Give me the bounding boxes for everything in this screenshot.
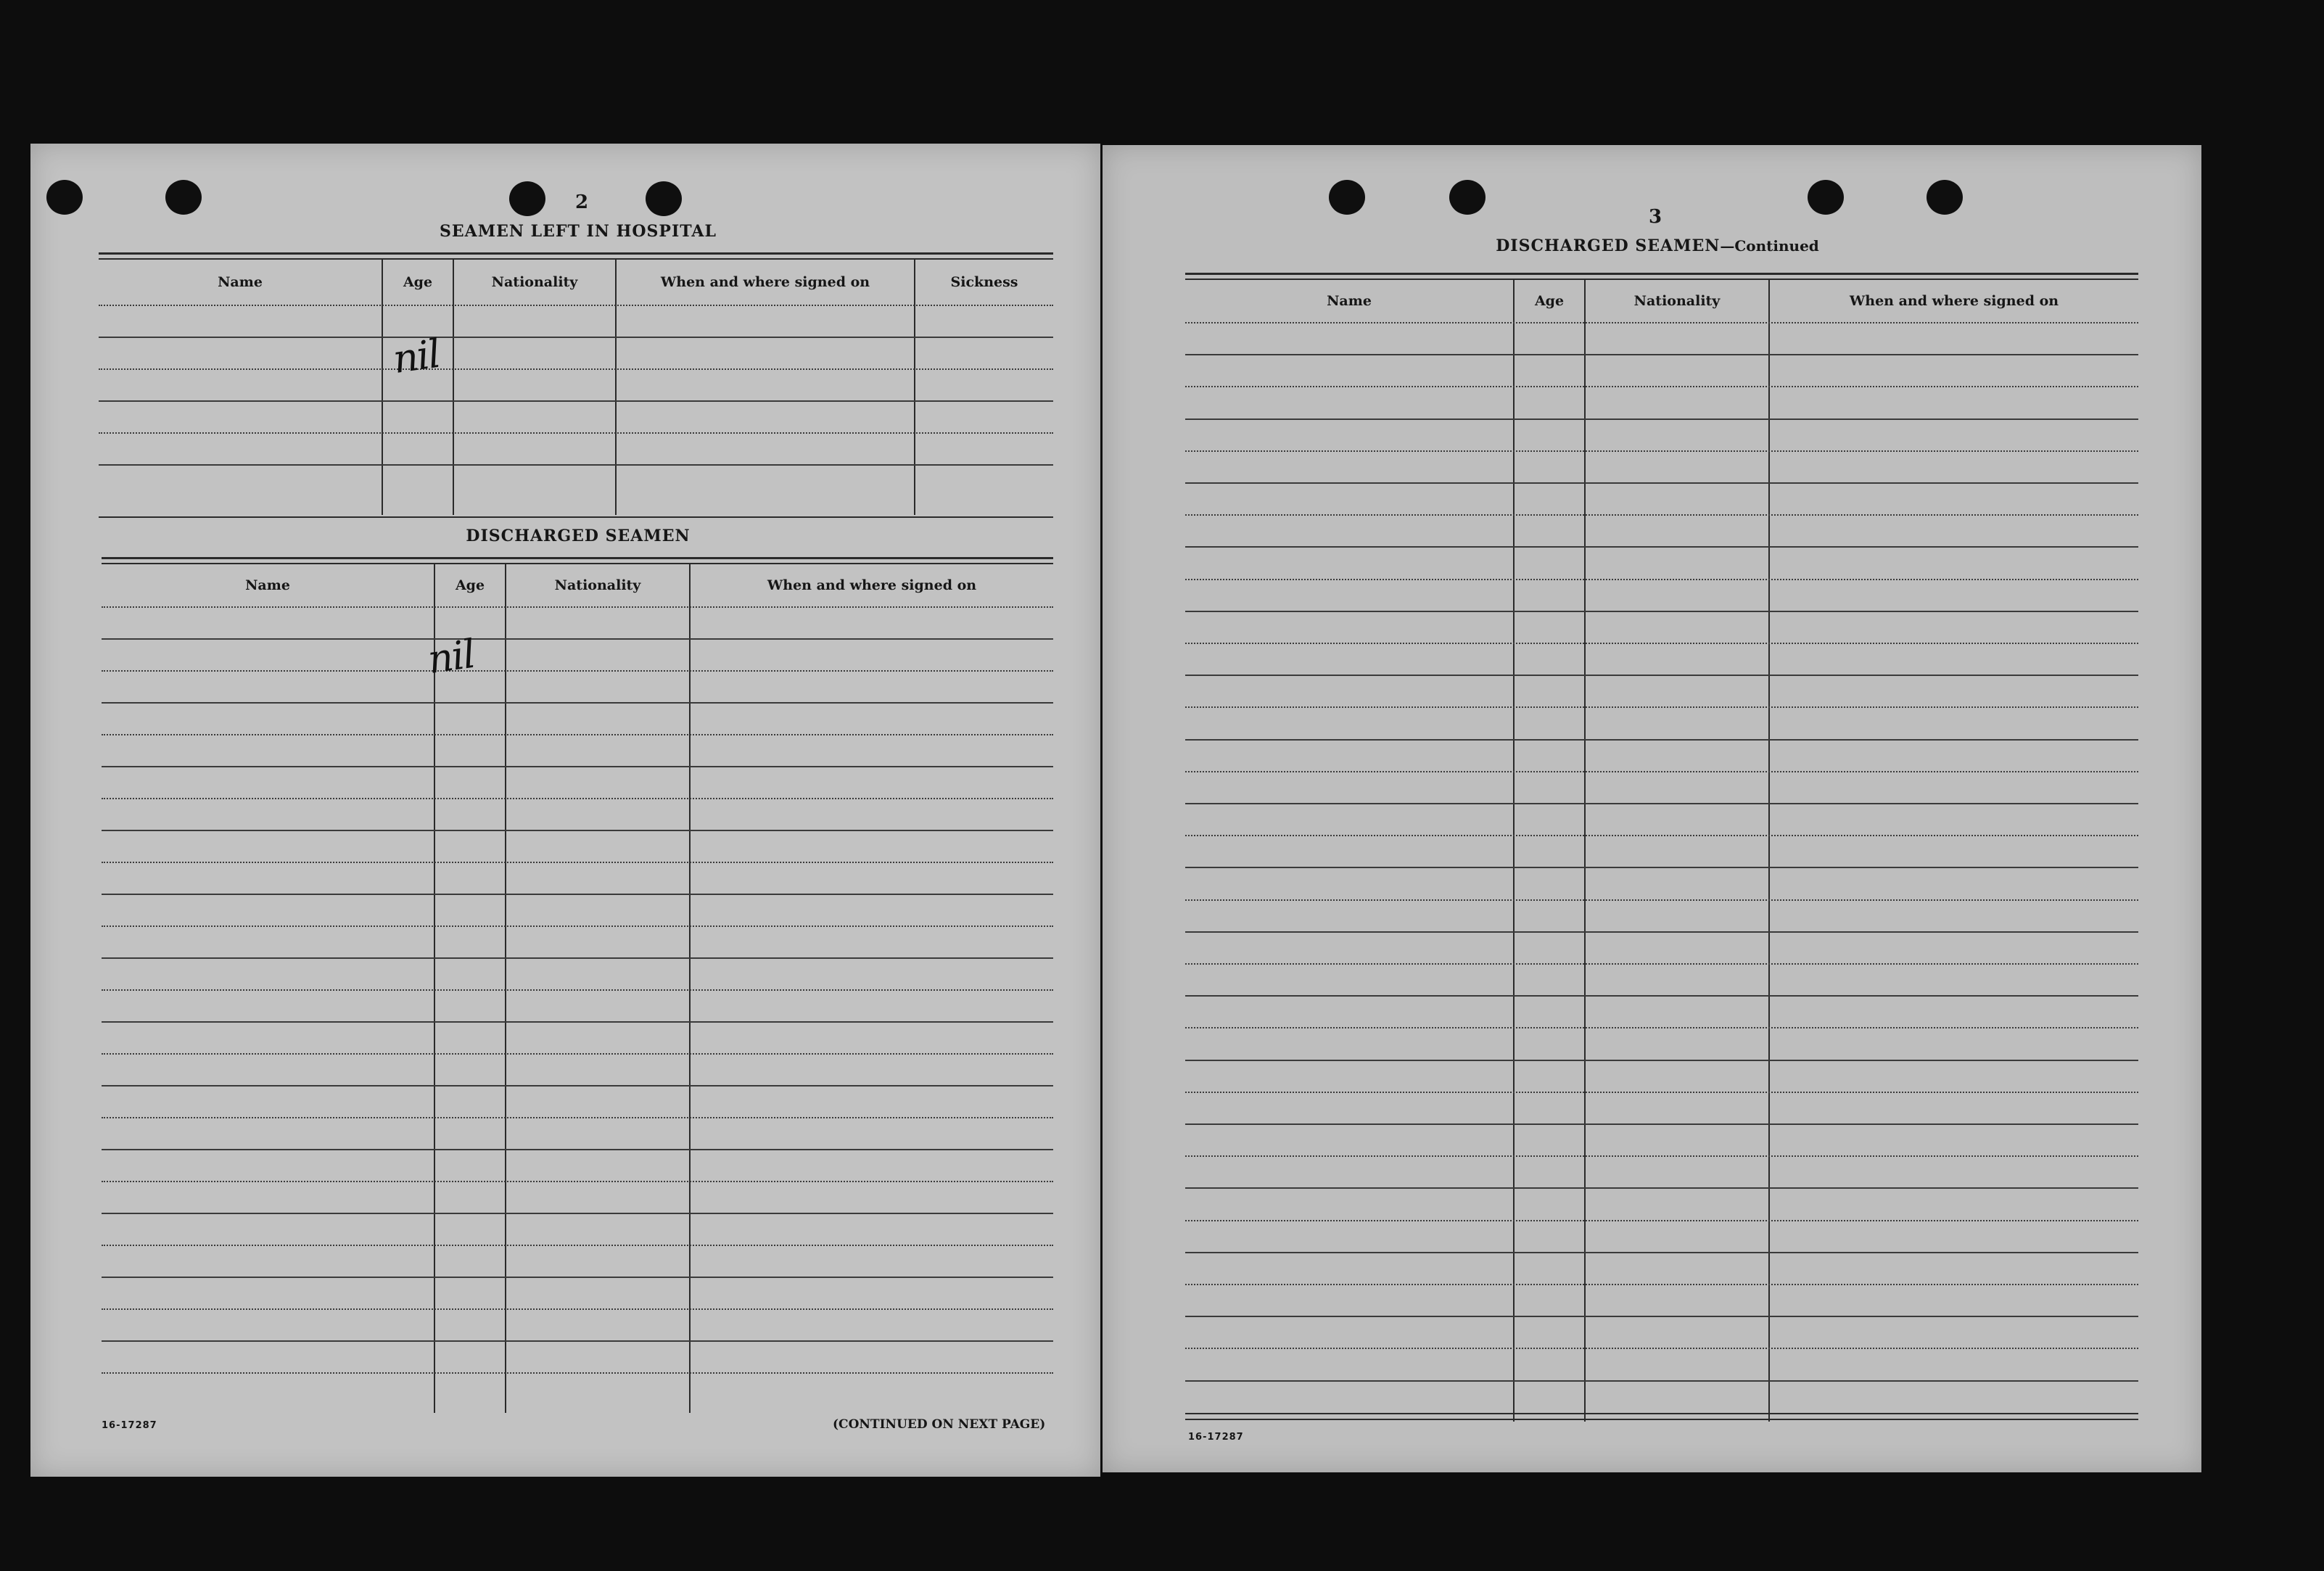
table-row-rule: [102, 1245, 1053, 1246]
table-row-rule: [1185, 322, 2138, 323]
discharged-table: [102, 557, 1053, 1420]
table-row-rule: [1185, 354, 2138, 355]
table-row-rule: [1185, 867, 2138, 868]
discharged-continued-title: [1103, 236, 2212, 255]
table-row-rule: [99, 400, 1053, 402]
table-row-rule: [102, 1277, 1053, 1278]
table-row-rule: [1185, 1027, 2138, 1028]
table-row-rule: [1185, 514, 2138, 516]
punch-hole: [1449, 180, 1486, 215]
column-header: Nationality: [554, 577, 641, 593]
title-main: DISCHARGED SEAMEN: [1496, 236, 1721, 255]
table-row-rule: [1185, 899, 2138, 901]
column-header: Name: [1327, 293, 1372, 309]
table-row-rule: [1185, 1092, 2138, 1093]
table-row-rule: [99, 337, 1053, 338]
discharged-continued-table: [1185, 273, 2138, 1426]
column-header: Name: [245, 577, 290, 593]
column-header: Age: [455, 577, 485, 593]
table-row-rule: [102, 1053, 1053, 1055]
table-row-rule: [102, 1021, 1053, 1023]
punch-hole: [46, 180, 83, 215]
hospital-section-title: SEAMEN LEFT IN HOSPITAL: [440, 222, 717, 241]
table-row-rule: [102, 1085, 1053, 1086]
table-row-rule: [1185, 1380, 2138, 1382]
table-row-rule: [1185, 771, 2138, 772]
table-row-rule: [1185, 418, 2138, 420]
table-row-rule: [102, 925, 1053, 927]
table-row-rule: [1185, 1123, 2138, 1125]
column-header: When and where signed on: [767, 577, 977, 593]
table-row-rule: [102, 734, 1053, 735]
table-row-rule: [102, 1372, 1053, 1374]
table-row-rule: [1185, 386, 2138, 387]
handwritten-entry: nil: [390, 330, 442, 383]
table-row-rule: [1185, 931, 2138, 933]
punch-hole: [165, 180, 202, 215]
table-row-rule: [102, 1117, 1053, 1118]
table-row-rule: [102, 830, 1053, 831]
table-row-rule: [102, 957, 1053, 959]
punch-hole: [1808, 180, 1844, 215]
table-row-rule: [1185, 963, 2138, 965]
table-row-rule: [1185, 1252, 2138, 1253]
title-suffix: —Continued: [1720, 237, 1819, 255]
table-row-rule: [102, 1149, 1053, 1150]
page-number: 3: [1648, 206, 1662, 228]
table-row-rule: [1185, 1220, 2138, 1221]
table-row-rule: [1185, 1284, 2138, 1285]
table-row-rule: [1185, 1060, 2138, 1061]
table-row-rule: [102, 798, 1053, 799]
punch-hole: [646, 181, 682, 216]
table-row-rule: [102, 894, 1053, 895]
table-row-rule: [99, 305, 1053, 306]
column-header: Nationality: [1633, 293, 1721, 309]
hospital-table: [99, 252, 1053, 558]
table-row-rule: [1185, 546, 2138, 548]
table-row-rule: [1185, 579, 2138, 580]
table-row-rule: [102, 766, 1053, 767]
table-row-rule: [102, 1213, 1053, 1214]
table-row-rule: [1185, 1348, 2138, 1349]
table-row-rule: [102, 1340, 1053, 1342]
table-row-rule: [1185, 739, 2138, 741]
form-code: 16-17287: [102, 1420, 157, 1431]
table-row-rule: [1185, 803, 2138, 804]
table-row-rule: [99, 464, 1053, 466]
right-page: [1103, 145, 2201, 1472]
column-header: Nationality: [491, 274, 578, 290]
table-row-rule: [102, 638, 1053, 640]
punch-hole: [1329, 180, 1365, 215]
table-row-rule: [102, 606, 1053, 608]
form-code: 16-17287: [1188, 1432, 1244, 1443]
table-row-rule: [102, 1181, 1053, 1182]
column-header: Age: [403, 274, 433, 290]
table-row-rule: [1185, 643, 2138, 644]
column-header: Name: [218, 274, 263, 290]
column-header: When and where signed on: [660, 274, 870, 290]
table-row-rule: [102, 702, 1053, 704]
handwritten-entry: nil: [424, 630, 477, 683]
table-row-rule: [1185, 675, 2138, 676]
table-row-rule: [102, 670, 1053, 672]
table-row-rule: [1185, 1155, 2138, 1157]
left-page: [30, 144, 1100, 1477]
punch-hole: [1927, 180, 1963, 215]
table-row-rule: [99, 432, 1053, 434]
table-row-rule: [1185, 995, 2138, 997]
discharged-section-title: DISCHARGED SEAMEN: [466, 527, 691, 545]
table-row-rule: [1185, 611, 2138, 612]
column-header: Age: [1534, 293, 1565, 309]
column-header: Sickness: [950, 274, 1018, 290]
table-row-rule: [102, 862, 1053, 863]
continued-note: (CONTINUED ON NEXT PAGE): [833, 1417, 1046, 1432]
table-row-rule: [1185, 1187, 2138, 1189]
column-header: When and where signed on: [1849, 293, 2059, 309]
table-row-rule: [1185, 450, 2138, 452]
page-number: 2: [574, 191, 589, 213]
table-row-rule: [99, 368, 1053, 370]
punch-hole: [509, 181, 545, 216]
table-row-rule: [102, 1308, 1053, 1310]
table-row-rule: [1185, 1316, 2138, 1317]
table-row-rule: [1185, 835, 2138, 836]
table-row-rule: [1185, 706, 2138, 708]
table-row-rule: [1185, 482, 2138, 484]
table-row-rule: [102, 989, 1053, 991]
